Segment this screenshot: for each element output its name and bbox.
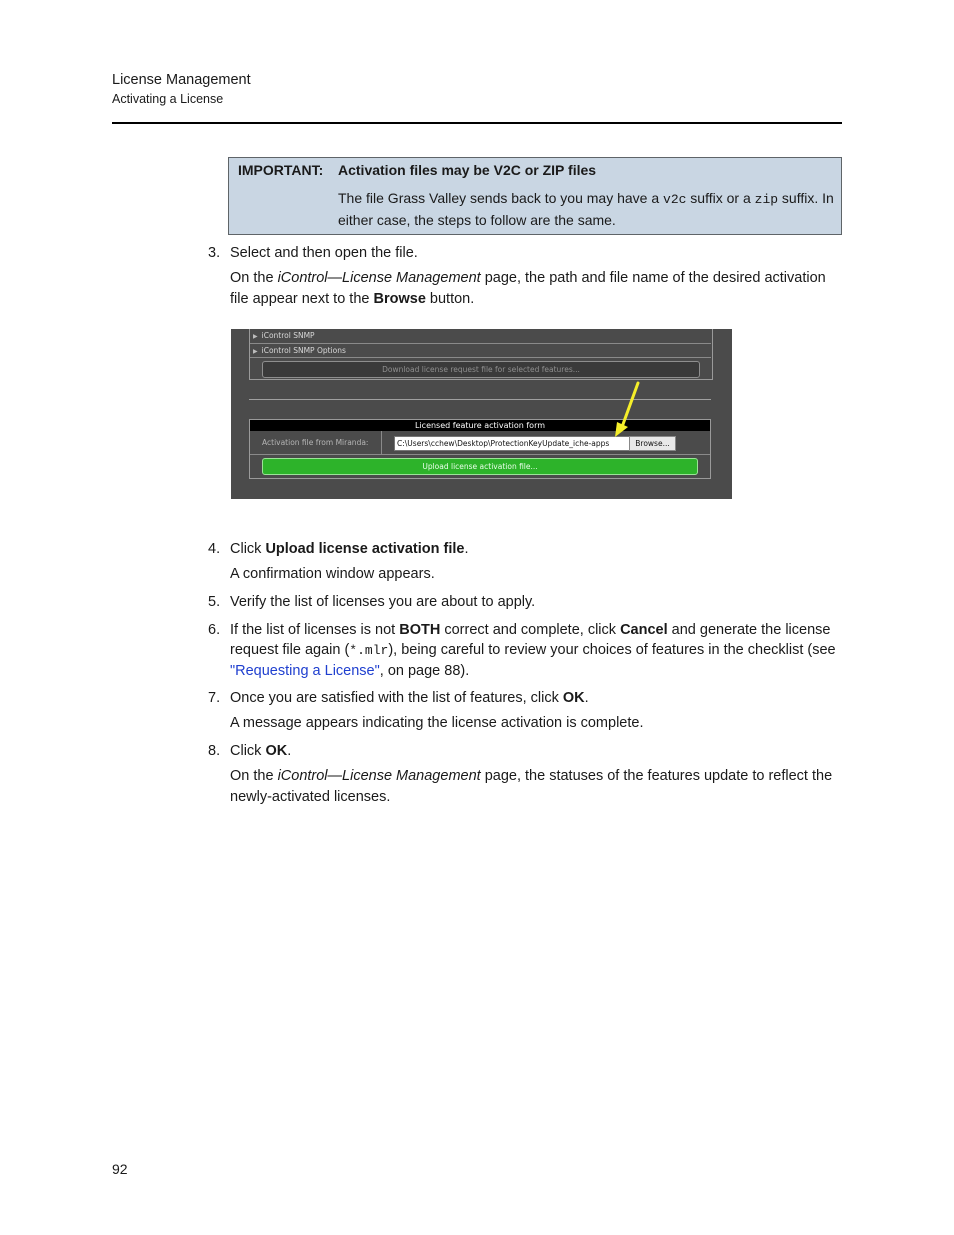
step-number: 7. (208, 690, 221, 706)
bold-text: Upload license activation file (265, 541, 465, 557)
tree-row-label: iControl SNMP Options (261, 346, 346, 355)
browse-button[interactable]: Browse... (629, 436, 676, 451)
text-run: page, the statuses of the features update to reflect the newly-activated licenses. (230, 768, 833, 805)
chapter-title: License Management (112, 72, 251, 88)
italic-text: iControl (277, 768, 328, 784)
text-run: , on page 88). (379, 663, 470, 679)
code-zip: zip (754, 192, 779, 207)
expand-triangle-icon: ▶ (253, 333, 258, 340)
text-run: Click (230, 743, 266, 759)
italic-text: License Management (342, 270, 481, 286)
requesting-license-link[interactable]: "Requesting a License" (230, 663, 380, 679)
text-run: Once you are satisfied with the list of features, click (230, 690, 563, 706)
upload-activation-button[interactable]: Upload license activation file... (262, 458, 698, 475)
text-run: On the (230, 768, 278, 784)
italic-text: License Management (342, 768, 481, 784)
text-run: button. (425, 290, 475, 307)
bold-text: BOTH (399, 622, 441, 638)
header-rule (112, 122, 842, 124)
code-mlr: *.mlr (349, 643, 389, 658)
text-run: — (327, 768, 343, 784)
step-text: Select and then open the file. (230, 245, 418, 261)
step-8-result (230, 766, 842, 807)
important-label: IMPORTANT: (238, 162, 324, 178)
bold-text: OK (562, 690, 585, 706)
text-run: If the list of licenses is not (230, 622, 400, 638)
important-body (338, 188, 834, 230)
important-note (228, 157, 842, 235)
step-4-result: A confirmation window appears. (230, 566, 435, 582)
text-run: — (327, 270, 343, 286)
text-run: page, the path and file name of the desired activation file appear next to the (230, 270, 826, 307)
step-number: 5. (208, 594, 221, 610)
activation-form-title: Licensed feature activation form (250, 420, 710, 431)
text-run: . (584, 690, 589, 706)
section-title: Activating a License (112, 92, 224, 106)
text-run: ), being careful to review your choices of features in the checklist (see (388, 642, 836, 658)
text-run: On the (230, 270, 278, 286)
step-text (230, 688, 842, 708)
code-v2c: v2c (663, 192, 687, 207)
important-text: suffix. In either case, the steps to follow are the same. (338, 190, 834, 228)
text-run: correct and complete, click (440, 622, 621, 638)
step-number: 4. (208, 541, 221, 557)
step-3-result (230, 268, 842, 309)
download-request-button[interactable]: Download license request file for selected features... (262, 361, 700, 378)
text-run: Click (230, 541, 266, 557)
step-number: 8. (208, 743, 221, 759)
step-text (230, 620, 842, 681)
text-run: . (464, 541, 469, 557)
step-number: 6. (208, 622, 221, 638)
text-run: . (287, 743, 292, 759)
important-title: Activation files may be V2C or ZIP files (338, 162, 597, 178)
text-run: and generate the license request file again ( (230, 622, 831, 658)
step-text: Verify the list of licenses you are about to apply. (230, 594, 536, 610)
bold-text: Browse (373, 290, 426, 307)
license-form-screenshot (231, 329, 732, 499)
bold-text: OK (265, 743, 288, 759)
step-text (230, 741, 842, 761)
important-text: The file Grass Valley sends back to you may have a (338, 190, 664, 206)
italic-text: iControl (277, 270, 328, 286)
running-header (112, 70, 251, 108)
page-number: 92 (112, 1161, 128, 1177)
highlight-arrow-icon (231, 329, 732, 499)
activation-file-path-input[interactable]: C:\Users\cchew\Desktop\ProtectionKeyUpdate_iche-apps (394, 436, 630, 451)
step-7-result: A message appears indicating the license activation is complete. (230, 715, 644, 731)
activation-file-label: Activation file from Miranda: (262, 438, 369, 447)
tree-row-label: iControl SNMP (261, 331, 315, 340)
step-text (230, 539, 842, 559)
important-text: suffix or a (686, 190, 755, 206)
step-number: 3. (208, 245, 221, 261)
bold-text: Cancel (620, 622, 668, 638)
expand-triangle-icon: ▶ (253, 348, 258, 355)
